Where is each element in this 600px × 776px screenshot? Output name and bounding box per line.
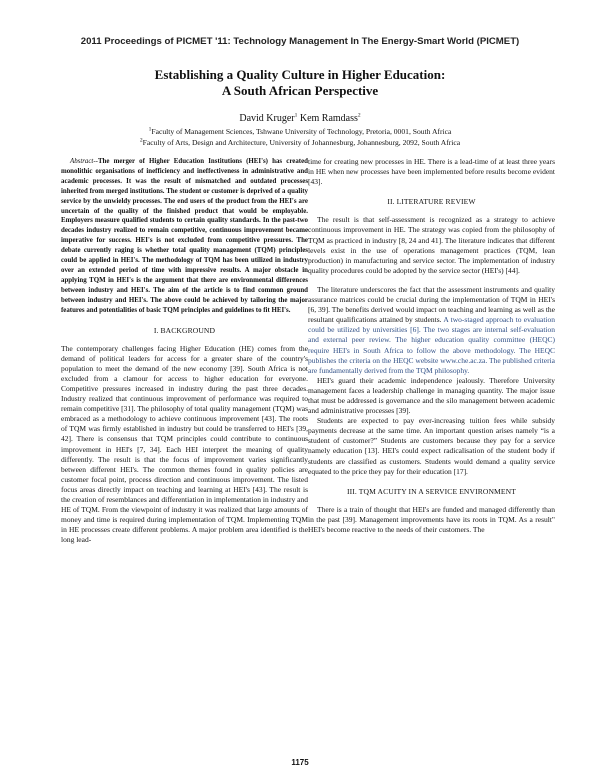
paper-title: [0, 67, 600, 99]
section-heading-tqm: III. TQM ACUITY IN A SERVICE ENVIRONMENT: [347, 486, 516, 496]
author-1: David Kruger: [239, 113, 295, 124]
page-number: 1175: [291, 758, 309, 767]
left-column: [61, 157, 308, 545]
affiliation-1-sup: 1: [148, 126, 152, 133]
title-line-2: A South African Perspective: [221, 83, 379, 98]
affiliation-1: [0, 126, 600, 137]
section-heading-literature: II. LITERATURE REVIEW: [387, 197, 476, 207]
author-2-sup: 2: [357, 112, 361, 119]
running-header: 2011 Proceedings of PICMET '11: Technology Management In The Energy-Smart World (PICMET): [80, 36, 520, 47]
author-2: Kem Ramdass: [297, 113, 358, 124]
title-line-1: Establishing a Quality Culture in Higher Education:: [154, 67, 446, 82]
literature-paragraph-4: Students are expected to pay ever-increasing tuition fees while subsidy payments decrease at the same time. An important question arises namely “is a student of customer?” Students are customers because they pay for a service namely education [13]. HEI's could expect radicalisation of the student body if students are classified as customers. Students would demand a quality service equated to the price they pay for their education [17].: [308, 416, 555, 476]
literature-paragraph-1: The result is that self-assessment is recognized as a strategy to achieve continuous improvement in HE. The strategy was copied from the philosophy of TQM as practiced in industry [8, 24 and 41]. The literature indicates that different levels exist in the use of operations management practices (TQM, lean production) in manufacturing and service sector. The implementation of industry quality procedures could be adopted by the service sector (HEI's) [44].: [308, 215, 555, 275]
affiliation-2-text: Faculty of Arts, Design and Architecture, University of Johannesburg, Johannesburg, 2092, South Africa: [142, 138, 461, 147]
literature-paragraph-2-a: The literature underscores the fact that the assessment instruments and quality assurance matrices could be crucial during the implementation of TQM in HEI's [6, 39]. The benefits derived would impact on teaching and learning as well as the resultant qualifications attained by students.: [308, 284, 555, 325]
author-line: [0, 113, 600, 124]
background-paragraph: The contemporary challenges facing Higher Education (HE) comes from the demand of political leaders for access for a greater share of the country's population to meet the demand of the new economy [39]. South Africa is not excluded from a clamour for access to higher education for everyone. Competitive pressures increased in industry during the past three decades. Industry realized that continuous improvement of performance was required to remain competitive [31]. The philosophy of total quality management (TQM) was embraced as a methodology to achieve continuous improvement [43]. The roots of TQM was firmly established in industry but could be transferred to HEI's [39, 42]. There is consensus that TQM principles could contribute to continuous improvement in HEI's [7, 34]. Each HEI interpret the meaning of quality differently. The result is that the focus of improvement varies significantly between different HEI's. The common themes found in quality policies are customer focal point, process direction and continuous improvement. The listed focus areas directly impact on teaching and learning at HEI's [43]. The result is the creation of resemblances and differentiation in implementation in industry and HE of TQM. From the viewpoint of industry it was realized that large amounts of money and time is required during implementation of TQM. Implementing TQM in HE processes create different problems. A major problem area identified is the long lead-: [61, 343, 308, 545]
affiliation-2: [0, 137, 600, 148]
literature-paragraph-2-highlight: A two-staged approach to evaluation could be utilized by universities [6]. The two stages are internal self-evaluation and external peer review. The higher education quality committee (HEQC) require HEI's in South Africa to follow the above methodology. The HEQC publishes the criteria on the HEQC website www.che.ac.za. The published criteria are fundamentally derived from the TQM philosophy.: [308, 315, 555, 375]
abstract: [61, 157, 308, 316]
affiliation-2-sup: 2: [139, 137, 143, 144]
tqm-paragraph-1: There is a train of thought that HEI's are funded and managed differently than in the past [39]. Management improvements have its roots in TQM. As a result" HEI's become reactive to the needs of their customers. The: [308, 504, 555, 534]
abstract-lead: Abstract--: [70, 158, 98, 165]
section-heading-background: I. BACKGROUND: [153, 325, 216, 335]
abstract-text: The merger of Higher Education Institutions (HEI's) has created monolithic organisations of inefficiency and ineffectiveness in administrative and academic processes. It was the result of mismatched and outdated processes inherited from merged institutions. The student or customer is deprived of a quality service by the unwieldy processes. The end users of the product from the HEI's are uncertain of the quality of the finished product that would be employable. Employers measure qualified students to certain quality standards. In the past-two decades industry realized to remain competitive, continuous improvement became imperative for success. HEI's is not excluded from competitive pressures. The debate currently raging is whether total quality management (TQM) principles could be applied in HEI's. The methodology of TQM has been utilized in industry over an extended period of time with impressive results. A major obstacle in applying TQM in HEI's is the argument that there are environmental differences between industry and HEI's. The aim of the article is to find common ground between industry and HEI's. The above could be achieved by tailoring the major features and potentialities of basic TQM principles and guidelines to fit HEI's.: [61, 158, 308, 314]
literature-paragraph-2: [308, 285, 555, 376]
affiliation-1-text: Faculty of Management Sciences, Tshwane University of Technology, Pretoria, 0001, South Africa: [151, 127, 452, 136]
affiliations: [0, 126, 600, 148]
literature-paragraph-3: HEI's guard their academic independence jealously. Therefore University management faces a leadership challenge in managing quantity. The major issue that must be addressed is governance and the silo management between academic and administrative processes [39].: [308, 375, 555, 416]
right-column: [308, 157, 555, 535]
author-1-sup: 1: [294, 112, 298, 119]
background-continued: time for creating new processes in HE. There is a lead-time of at least three years in HE when new processes have been implemented before results become evident [43].: [308, 157, 555, 187]
